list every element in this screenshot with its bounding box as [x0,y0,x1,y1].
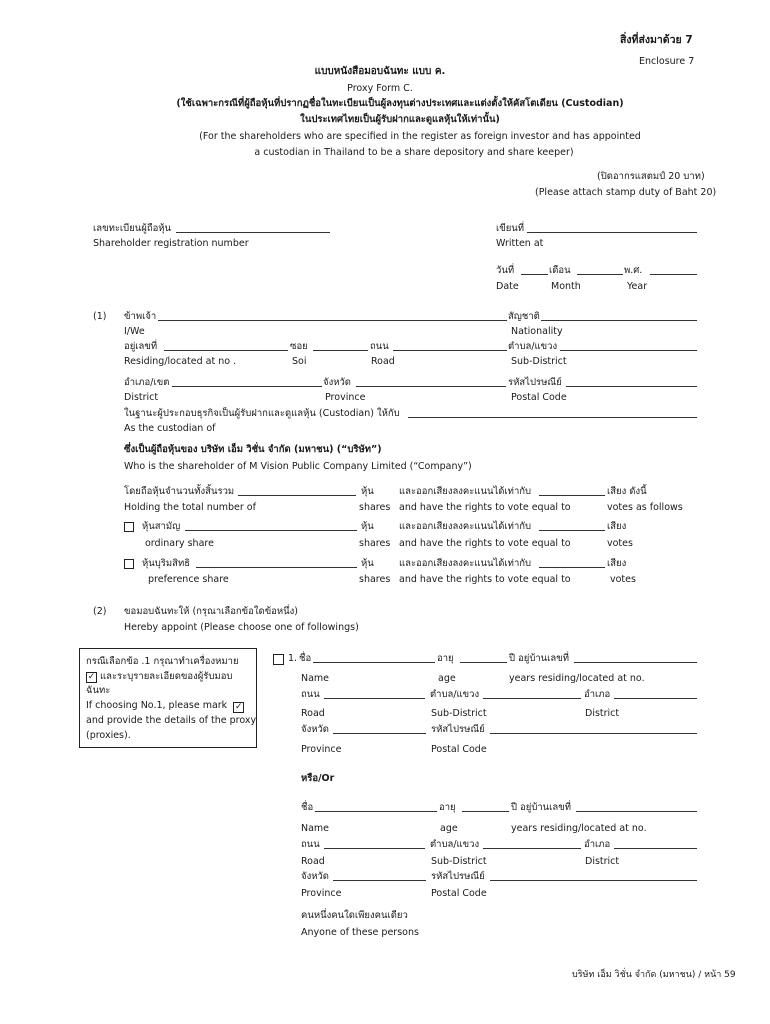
page-footer: บริษัท เอ็ม วิชั่น จำกัด (มหาชน) / หน้า 59 [572,970,736,980]
form-title-th: แบบหนังสือมอบฉันทะ แบบ ค. [314,66,446,77]
proxy1-name-label-en: Name [301,673,330,684]
holding-rights-en: and have the rights to vote equal to [399,502,571,513]
proxy1-road-label-en: Road [301,708,325,719]
road-label-th: ถนน [370,341,389,352]
proxy1-subdistrict-label-th: ตำบล/แขวง [430,689,480,700]
nationality-label-en: Nationality [511,326,563,337]
reg-number-label-th: เลขทะเบียนผู้ถือหุ้น [93,223,172,234]
proxy1-province-field[interactable] [333,733,426,734]
soi-label-en: Soi [292,356,307,367]
proxy1-name-label-th: ชื่อ [299,653,312,664]
proxy2-name-field[interactable] [315,811,437,812]
proxy2-postal-label-th: รหัสไปรษณีย์ [431,871,485,882]
proxy1-years-label-en: years residing/located at no. [509,673,645,684]
province-label-th: จังหวัด [323,377,351,388]
proxy1-subdistrict-label-en: Sub-District [431,708,487,719]
residing-field[interactable] [164,350,288,351]
district-field[interactable] [172,386,322,387]
proxy1-age-label-th: อายุ [437,653,454,664]
ordinary-shares-field[interactable] [185,530,357,531]
residing-label-en: Residing/located at no . [124,356,237,367]
proxy2-district-label-en: District [585,856,620,867]
check-mark-icon: ✓ [87,671,96,682]
date-label-th: วันที่ [496,265,515,276]
road-label-en: Road [371,356,395,367]
date-field[interactable] [521,274,548,275]
note-en-line-1: If choosing No.1, please mark [86,700,228,712]
proxy2-years-label-en: years residing/located at no. [511,823,647,834]
ordinary-label-th: หุ้นสามัญ [142,521,181,532]
proxy2-name-label-th: ชื่อ [301,802,314,813]
form-subtitle-th-2: ในประเทศไทยเป็นผู้รับฝากและดูแลหุ้นให้เท่านั้น) [300,114,500,125]
proxy2-road-label-th: ถนน [301,839,320,850]
postal-label-th: รหัสไปรษณีย์ [508,377,562,388]
subdistrict-field[interactable] [560,350,697,351]
month-label-th: เดือน [549,265,571,276]
note-th-line-1: กรณีเลือกข้อ .1 กรุณาทำเครื่องหมาย [86,656,239,667]
reg-number-label-en: Shareholder registration number [93,238,249,249]
custodian-label-en: As the custodian of [124,423,216,434]
preference-rights-en: and have the rights to vote equal to [399,574,571,585]
proxy2-road-label-en: Road [301,856,325,867]
proxy1-district-label-th: อำเภอ [584,689,611,700]
ordinary-share-checkbox[interactable] [124,522,134,532]
year-field[interactable] [650,274,697,275]
date-label-en: Date [496,281,519,292]
preference-votes-en: votes [610,574,636,585]
holding-rights-th: และออกเสียงลงคะแนนได้เท่ากับ [399,486,532,497]
proxy1-postal-label-en: Postal Code [431,744,487,755]
proxy2-province-label-th: จังหวัด [301,871,329,882]
proxy1-age-label-en: age [438,673,456,684]
proxy1-road-label-th: ถนน [301,689,320,700]
preference-label-en: preference share [148,574,229,585]
preference-shares-th: หุ้น [361,558,374,569]
preference-votes-field[interactable] [539,567,605,568]
proxy2-province-field[interactable] [333,880,426,881]
holding-label-th: โดยถือหุ้นจำนวนทั้งสิ้นรวม [124,486,235,497]
stamp-note-th: (ปิดอากรแสตมป์ 20 บาท) [597,171,705,182]
ordinary-shares-en: shares [359,538,391,549]
proxy2-postal-field[interactable] [490,880,697,881]
appoint-label-th: ขอมอบฉันทะให้ (กรุณาเลือกข้อใดข้อหนึ่ง) [124,606,298,617]
written-at-label-th: เขียนที่ [496,223,525,234]
proxy1-province-label-th: จังหวัด [301,724,329,735]
form-title-en: Proxy Form C. [347,83,413,94]
nationality-field[interactable] [541,320,697,321]
district-label-th: อำเภอ/เขต [124,377,170,388]
enclosure-en: Enclosure 7 [639,56,695,67]
holding-total-field[interactable] [238,495,356,496]
note-th-line-2: และระบุรายละเอียดของผู้รับมอบ [100,670,233,682]
proxy2-district-label-th: อำเภอ [584,839,611,850]
residing-label-th: อยู่เลขที่ [124,341,158,352]
written-at-label-en: Written at [496,238,544,249]
holding-shares-en: shares [359,502,391,513]
note-th-line-3: ฉันทะ [86,685,111,697]
soi-field[interactable] [313,350,368,351]
proxy2-years-label-th: ปี อยู่บ้านเลขที่ [511,802,572,813]
province-label-en: Province [325,392,366,403]
or-label: หรือ/Or [301,773,335,784]
subdistrict-label-th: ตำบล/แขวง [508,341,558,352]
postal-field[interactable] [566,386,697,387]
proxy2-subdistrict-label-en: Sub-District [431,856,487,867]
proxy1-road-field[interactable] [324,698,425,699]
month-field[interactable] [577,274,623,275]
nationality-label-th: สัญชาติ [508,311,540,322]
preference-label-th: หุ้นบุริมสิทธิ [142,558,191,569]
year-label-th: พ.ศ. [624,265,643,276]
proxy2-address-field[interactable] [576,811,697,812]
note-en-line-2: and provide the details of the proxy [86,714,257,726]
holding-shares-th: หุ้น [361,486,374,497]
proxy2-age-label-th: อายุ [439,802,456,813]
stamp-note-en: (Please attach stamp duty of Baht 20) [535,187,717,198]
proxy2-postal-label-en: Postal Code [431,888,487,899]
proxy2-subdistrict-label-th: ตำบล/แขวง [430,839,480,850]
month-label-en: Month [551,281,581,292]
proxy1-years-label-th: ปี อยู่บ้านเลขที่ [509,653,570,664]
preference-shares-field[interactable] [196,567,357,568]
holding-label-en: Holding the total number of [124,502,256,513]
proxy2-province-label-en: Province [301,888,342,899]
reg-number-field[interactable] [176,232,330,233]
proxy2-age-label-en: age [440,823,458,834]
proxy1-postal-field[interactable] [490,733,697,734]
anyone-label-th: คนหนึ่งคนใดเพียงคนเดียว [301,910,408,921]
preference-rights-th: และออกเสียงลงคะแนนได้เท่ากับ [399,558,532,569]
preference-share-checkbox[interactable] [124,559,134,569]
proxy1-province-label-en: Province [301,744,342,755]
iwe-label-en: I/We [124,326,145,337]
postal-label-en: Postal Code [511,392,567,403]
preference-votes-th: เสียง [607,558,627,569]
shareholder-company-th: ซึ่งเป็นผู้ถือหุ้นของ บริษัท เอ็ม วิชั่น จำกัด (มหาชน) (“บริษัท”) [124,444,382,455]
proxy1-district-label-en: District [585,708,620,719]
iwe-label-th: ข้าพเจ้า [124,311,157,322]
proxy1-subdistrict-field[interactable] [483,698,581,699]
ordinary-label-en: ordinary share [145,538,214,549]
preference-shares-en: shares [359,574,391,585]
ordinary-votes-field[interactable] [539,530,605,531]
province-field[interactable] [356,386,506,387]
holding-votes-field[interactable] [539,495,605,496]
proxy2-age-field[interactable] [462,811,509,812]
ordinary-votes-th: เสียง [607,521,627,532]
proxy2-district-field[interactable] [614,848,697,849]
form-subtitle-en-1: (For the shareholders who are specified in the register as foreign investor and has appointed [199,131,641,142]
instruction-text [86,655,256,743]
appoint-label-en: Hereby appoint (Please choose one of followings) [124,622,359,633]
proxy2-road-field[interactable] [324,848,425,849]
section-2-number: (2) [93,606,107,617]
soi-label-th: ซอย [290,341,308,352]
ordinary-rights-en: and have the rights to vote equal to [399,538,571,549]
proxy1-address-field[interactable] [574,662,697,663]
proxy1-postal-label-th: รหัสไปรษณีย์ [431,724,485,735]
ordinary-votes-en: votes [607,538,633,549]
proxy1-age-field[interactable] [460,662,507,663]
note-th-line-2-row [86,670,256,685]
road-field[interactable] [393,350,507,351]
custodian-field[interactable] [408,417,697,418]
district-label-en: District [124,392,159,403]
proxy1-name-field[interactable] [313,662,435,663]
shareholder-company-en: Who is the shareholder of M Vision Public Company Limited (“Company”) [124,461,472,472]
votes-follows-en: votes as follows [607,502,683,513]
anyone-label-en: Anyone of these persons [301,927,419,938]
ordinary-shares-th: หุ้น [361,521,374,532]
note-en-line-1-row [86,699,256,714]
votes-follows-th: เสียง ดังนี้ [607,486,647,497]
subdistrict-label-en: Sub-District [511,356,567,367]
iwe-field[interactable] [158,320,507,321]
enclosure-th: สิ่งที่ส่งมาด้วย 7 [620,34,693,46]
check-mark-icon: ✓ [234,702,243,713]
proxy2-name-label-en: Name [301,823,330,834]
proxy1-district-field[interactable] [614,698,697,699]
year-label-en: Year [627,281,648,292]
section-1-number: (1) [93,311,107,322]
note-en-line-3: (proxies). [86,729,131,741]
custodian-label-th: ในฐานะผู้ประกอบธุรกิจเป็นผู้รับฝากและดูแลหุ้น (Custodian) ให้กับ [124,408,400,419]
ordinary-rights-th: และออกเสียงลงคะแนนได้เท่ากับ [399,521,532,532]
form-subtitle-en-2: a custodian in Thailand to be a share depository and share keeper) [254,147,574,158]
proxy2-subdistrict-field[interactable] [483,848,581,849]
form-subtitle-th-1: (ใช้เฉพาะกรณีที่ผู้ถือหุ้นที่ปรากฏชื่อในทะเบียนเป็นผู้ลงทุนต่างประเทศและแต่งตั้งให้คัสโตเดียน (Custodian) [176,98,624,109]
written-at-field[interactable] [527,232,697,233]
option-1-number: 1. [288,653,298,664]
proxy-option-1-checkbox[interactable] [273,654,284,665]
